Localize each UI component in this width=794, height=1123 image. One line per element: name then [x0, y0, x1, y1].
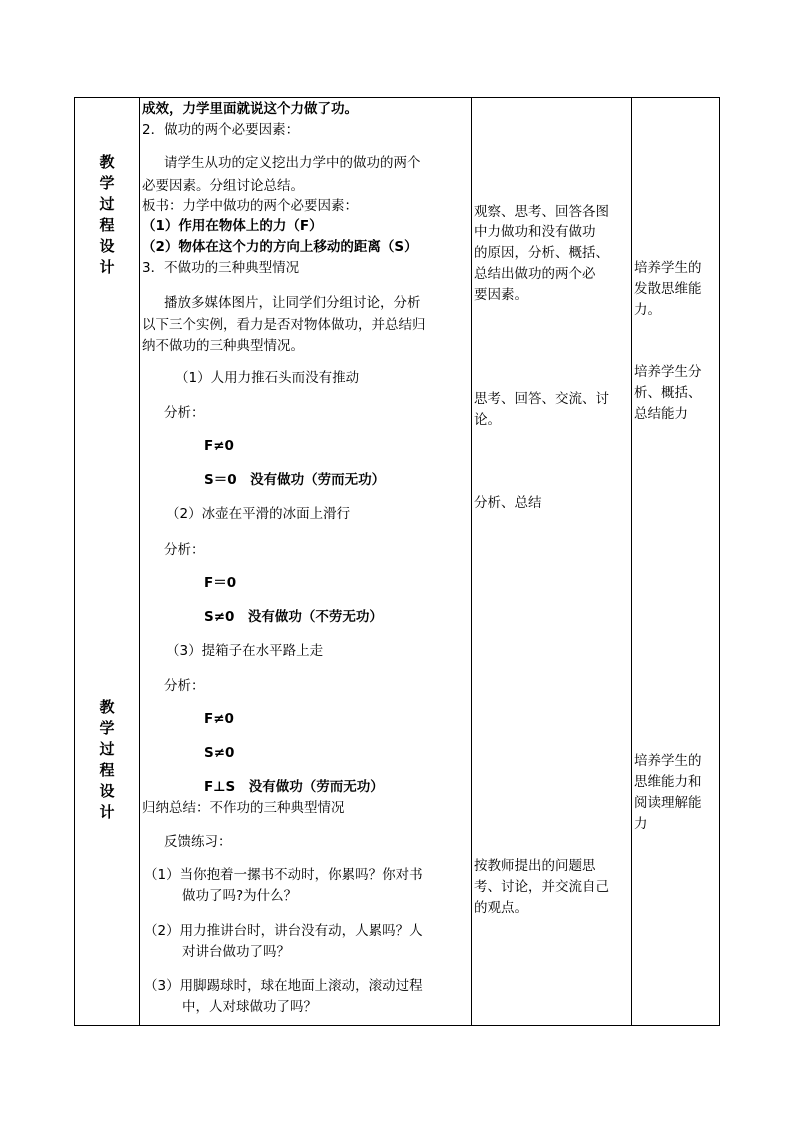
- process-line: F≠0: [204, 711, 234, 727]
- process-line: 纳不做功的三种典型情况。: [142, 338, 304, 354]
- process-line: 2．做功的两个必要因素：: [142, 122, 300, 138]
- process-line: （3）用脚踢球时，球在地面上滚动，滚动过程: [144, 978, 423, 994]
- process-line: （1）作用在物体上的力（F）: [142, 218, 323, 234]
- student-line: 要因素。: [474, 287, 528, 303]
- student-line: 中力做功和没有做功: [474, 224, 596, 240]
- process-line: 做功了吗?为什么？: [182, 888, 298, 904]
- process-line: F＝0: [204, 575, 237, 591]
- column-divider-3: [631, 97, 632, 1026]
- process-line: （3）提箱子在水平路上走: [166, 643, 324, 659]
- intent-line: 思维能力和: [634, 774, 702, 790]
- intent-line: 阅读理解能: [634, 795, 702, 811]
- table-right-border: [719, 97, 720, 1026]
- process-line: 请学生从功的定义挖出力学中的做功的两个: [164, 155, 421, 171]
- process-line: 对讲台做功了吗？: [182, 944, 290, 960]
- section-label-bottom: 教 学 过 程 设 计: [99, 698, 115, 821]
- intent-line: 培养学生的: [634, 753, 702, 769]
- intent-line: 析、概括、: [634, 385, 702, 401]
- process-line: （1）当你抱着一摞书不动时，你累吗？你对书: [144, 867, 423, 883]
- column-divider-2: [471, 97, 472, 1026]
- process-line: S＝0 没有做功（劳而无功）: [204, 472, 386, 488]
- process-line: （2）物体在这个力的方向上移动的距离（S）: [142, 239, 418, 255]
- process-line: F≠0: [204, 438, 234, 454]
- intent-line: 力: [634, 816, 648, 832]
- table-left-border: [74, 97, 75, 1026]
- process-line: F⊥S 没有做功（劳而无功）: [204, 779, 384, 795]
- process-line: 反馈练习：: [164, 834, 232, 850]
- process-line: S≠0: [204, 745, 235, 761]
- section-label-top: 教 学 过 程 设 计: [99, 153, 115, 276]
- process-line: 以下三个实例，看力是否对物体做功，并总结归: [142, 317, 426, 333]
- column-divider-1: [139, 97, 140, 1026]
- process-line: 分析：: [164, 405, 205, 421]
- student-line: 的原因，分析、概括、: [474, 245, 609, 261]
- student-line: 思考、回答、交流、讨: [474, 391, 609, 407]
- table-bottom-border: [74, 1025, 720, 1026]
- intent-line: 培养学生的: [634, 260, 702, 276]
- student-line: 的观点。: [474, 900, 528, 916]
- process-line: 分析：: [164, 542, 205, 558]
- student-line: 总结出做功的两个必: [474, 266, 596, 282]
- process-line: 成效，力学里面就说这个力做了功。: [142, 101, 358, 117]
- intent-line: 发散思维能: [634, 281, 702, 297]
- process-line: 中，人对球做功了吗？: [182, 999, 317, 1015]
- process-line: 归纳总结：不作功的三种典型情况: [142, 800, 345, 816]
- student-line: 按教师提出的问题思: [474, 858, 596, 874]
- student-line: 论。: [474, 412, 501, 428]
- process-line: （2）用力推讲台时，讲台没有动，人累吗？人: [144, 923, 423, 939]
- process-line: （1）人用力推石头而没有推动: [175, 370, 360, 386]
- process-line: 分析：: [164, 678, 205, 694]
- process-line: S≠0 没有做功（不劳无功）: [204, 609, 383, 625]
- intent-line: 力。: [634, 302, 661, 318]
- process-line: 必要因素。分组讨论总结。: [142, 178, 304, 194]
- process-line: （2）冰壶在平滑的冰面上滑行: [166, 506, 351, 522]
- process-line: 播放多媒体图片，让同学们分组讨论，分析: [164, 295, 421, 311]
- process-line: 板书：力学中做功的两个必要因素：: [142, 198, 358, 214]
- intent-line: 总结能力: [634, 406, 688, 422]
- table-top-border: [74, 97, 720, 98]
- process-line: 3．不做功的三种典型情况: [142, 260, 300, 276]
- student-line: 观察、思考、回答各图: [474, 204, 609, 220]
- student-line: 分析、总结: [474, 495, 542, 511]
- intent-line: 培养学生分: [634, 364, 702, 380]
- student-line: 考、讨论，并交流自己: [474, 879, 609, 895]
